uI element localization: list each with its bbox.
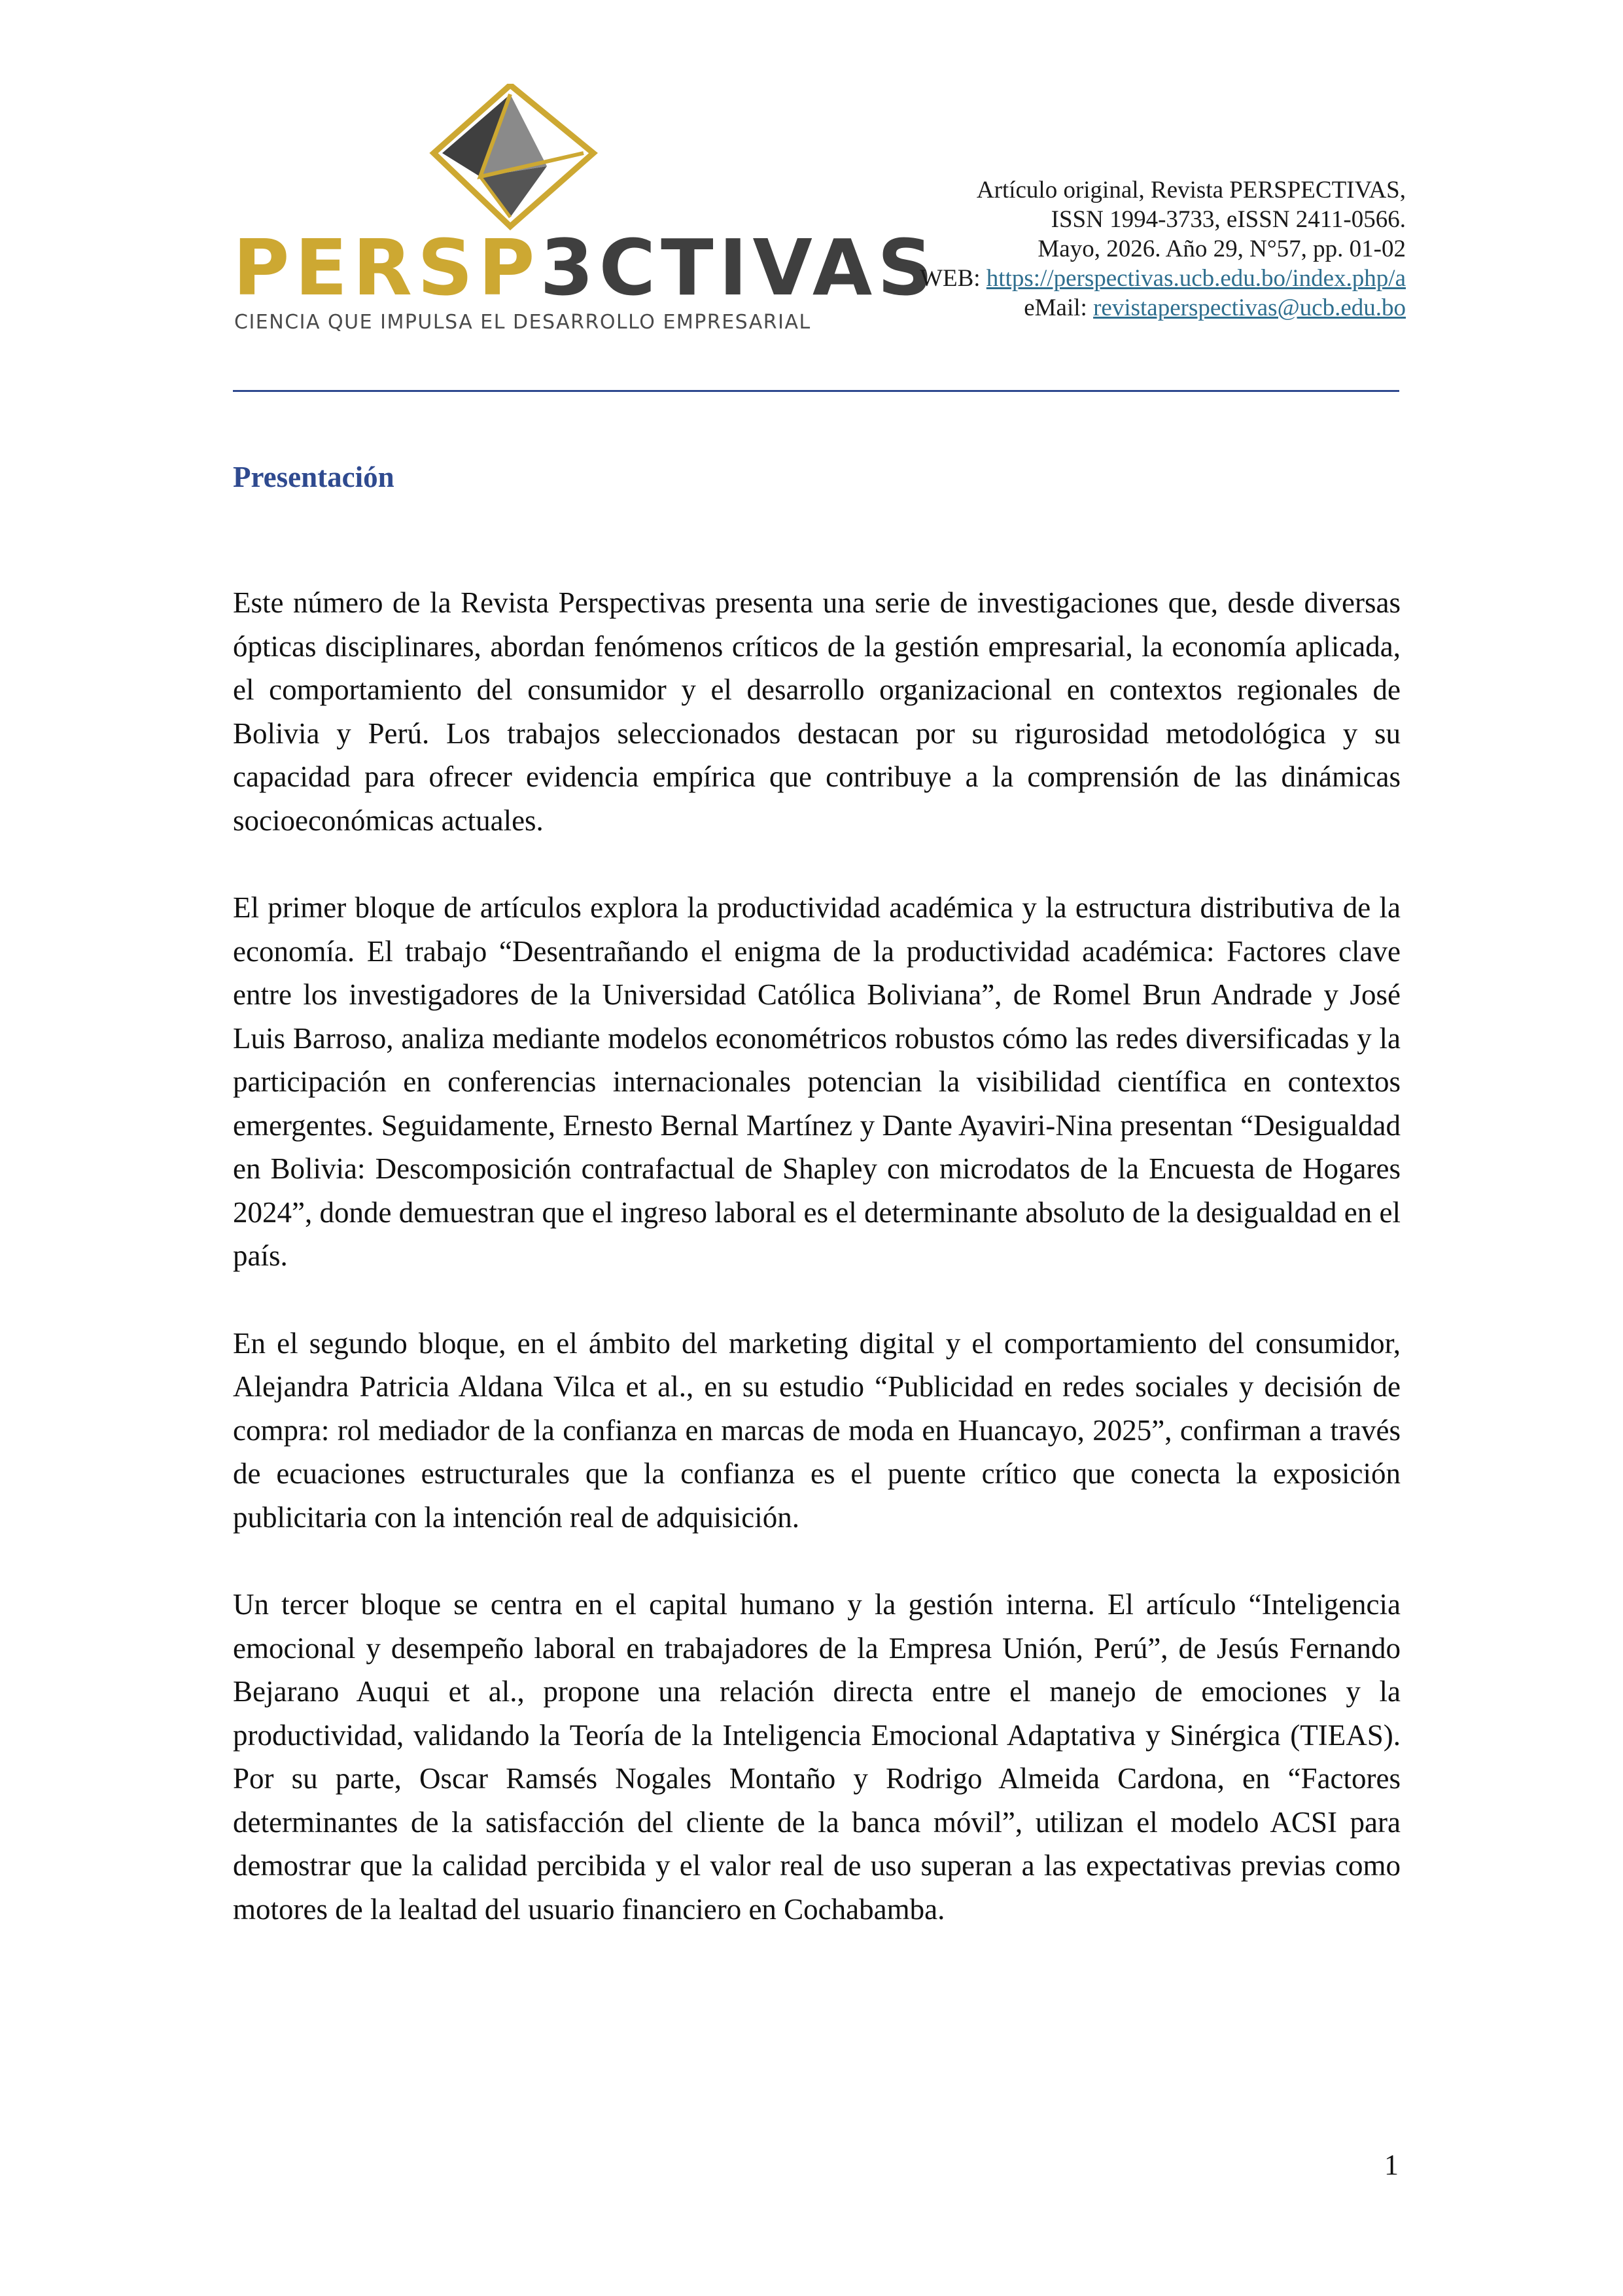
web-link[interactable]: https://perspectivas.ucb.edu.bo/index.php/a bbox=[986, 265, 1406, 292]
paragraph: El primer bloque de artículos explora la productividad académica y la estructura distributiva de la economía. El trabajo “Desentrañando el enigma de la productividad académica: Factores clave entre los investigadores de la Universidad Católica Boliviana”, de Romel Brun Andrade y José Luis Barroso, analiza mediante modelos econométricos robustos cómo las redes diversificadas y la participación en conferencias internacionales potencian la visibilidad científica en contextos emergentes. Seguidamente, Ernesto Bernal Martínez y Dante Ayaviri-Nina presentan “Desigualdad en Bolivia: Descomposición contrafactual de Shapley con microdatos de la Encuesta de Hogares 2024”, donde demuestran que el ingreso laboral es el determinante absoluto de la desigualdad en el país. bbox=[233, 891, 1401, 1272]
web-label: WEB: bbox=[920, 265, 986, 292]
citation-line-1: Artículo original, Revista PERSPECTIVAS, bbox=[976, 177, 1406, 203]
email-label: eMail: bbox=[1024, 294, 1094, 321]
page-number: 1 bbox=[1384, 2149, 1399, 2181]
header-divider bbox=[233, 390, 1399, 392]
paragraph: Este número de la Revista Perspectivas presenta una serie de investigaciones que, desde diversas ópticas disciplinares, abordan fenómenos críticos de la gestión empresarial, la economía aplicada, el comportamiento del consumidor y el desarrollo organizacional en contextos regionales de Bolivia y Perú. Los trabajos seleccionados destacan por su rigurosidad metodológica y su capacidad para ofrecer evidencia empírica que contribuye a la comprensión de las dinámicas socioeconómicas actuales. bbox=[233, 586, 1401, 837]
brand-wordmark-part3: CTIVAS bbox=[599, 222, 939, 313]
citation-line-3: Mayo, 2026. Año 29, N°57, pp. 01-02 bbox=[1038, 236, 1406, 262]
citation-email-line bbox=[920, 293, 1406, 323]
brand-wordmark bbox=[233, 222, 939, 313]
brand-wordmark-part2: 3 bbox=[540, 222, 599, 313]
paragraph: En el segundo bloque, en el ámbito del marketing digital y el comportamiento del consumidor, Alejandra Patricia Aldana Vilca et al., en su estudio “Publicidad en redes sociales y decisión de compra: rol mediador de la confianza en marcas de moda en Huancayo, 2025”, confirman a través de ecuaciones estructurales que la confianza es el puente crítico que conecta la exposición publicitaria con la intención real de adquisición. bbox=[233, 1326, 1401, 1534]
brand-tagline: CIENCIA QUE IMPULSA EL DESARROLLO EMPRESARIAL bbox=[234, 311, 811, 334]
citation-block bbox=[920, 175, 1406, 323]
diamond-emblem-icon bbox=[233, 84, 809, 234]
journal-logo bbox=[233, 84, 939, 334]
citation-web-line bbox=[920, 264, 1406, 293]
email-link[interactable]: revistaperspectivas@ucb.edu.bo bbox=[1093, 294, 1406, 321]
section-title: Presentación bbox=[233, 461, 394, 493]
paragraph: Un tercer bloque se centra en el capital humano y la gestión interna. El artículo “Inteligencia emocional y desempeño laboral en trabajadores de la Empresa Unión, Perú”, de Jesús Fernando Bejarano Auqui et al., propone una relación directa entre el manejo de emociones y la productividad, validando la Teoría de la Inteligencia Emocional Adaptativa y Sinérgica (TIEAS). Por su parte, Oscar Ramsés Nogales Montaño y Rodrigo Almeida Cardona, en “Factores determinantes de la satisfacción del cliente de la banca móvil”, utilizan el modelo ACSI para demostrar que la calidad percibida y el valor real de uso superan a las expectativas previas como motores de la lealtad del usuario financiero en Cochabamba. bbox=[233, 1588, 1401, 1926]
citation-line-2: ISSN 1994-3733, eISSN 2411-0566. bbox=[1051, 206, 1406, 233]
brand-wordmark-part1: PERSP bbox=[233, 222, 540, 313]
article-body bbox=[233, 581, 1401, 1975]
